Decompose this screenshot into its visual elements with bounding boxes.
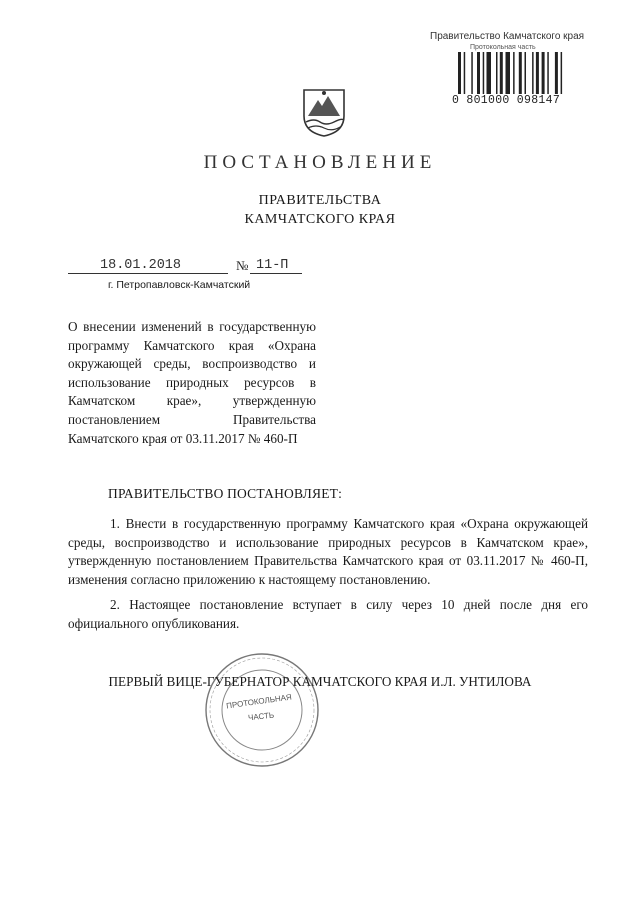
issuer-line-2: КАМЧАТСКОГО КРАЯ [244,212,396,227]
seal-text: ПРОТОКОЛЬНАЯ [225,692,293,711]
coat-of-arms-icon [300,86,348,138]
stamp-organization: Правительство Камчатского края [430,31,585,42]
document-date: 18.01.2018 [100,258,182,273]
barcode [458,52,593,96]
number-sign: № [236,258,249,273]
paragraph-2: 2. Настоящее постановление вступает в силу через 10 дней после дня его официального опубликования. [68,597,588,631]
paragraph-1: 1. Внести в государственную программу Камчатского края «Охрана окружающей среды, воспроизводство и использование природных ресурсов в Камчатском крае», утвержденную постановлением Правительства Камчатского края от 03.11.2017 № 460-П, изменения согласно приложению к настоящему постановлению. [68,516,588,587]
seal-stamp [202,650,322,770]
document-summary: О внесении изменений в государственную программу Камчатского края «Охрана окружающей среды, воспроизводство и использование природных ресурсов в Камчатском крае», утвержденную постановлением Правительства Камчатского края от 03.11.2017 № 460-П [68,319,316,446]
date-underline [68,273,228,274]
preamble: ПРАВИТЕЛЬСТВО ПОСТАНОВЛЯЕТ: [108,486,343,501]
number-underline [250,273,302,274]
barcode-number: 0 801000 098147 [452,94,561,107]
document-type: ПОСТАНОВЛЕНИЕ [203,152,437,173]
stamp-department: Протокольная часть [470,44,536,51]
signatory: ПЕРВЫЙ ВИЦЕ-ГУБЕРНАТОР КАМЧАТСКОГО КРАЯ И.Л. УНТИЛОВА [108,674,532,689]
seal-text: ЧАСТЬ [247,710,275,723]
issuer-line-1: ПРАВИТЕЛЬСТВА [258,193,382,208]
document-city: г. Петропавловск-Камчатский [108,279,251,291]
document-number: 11-П [256,258,289,273]
